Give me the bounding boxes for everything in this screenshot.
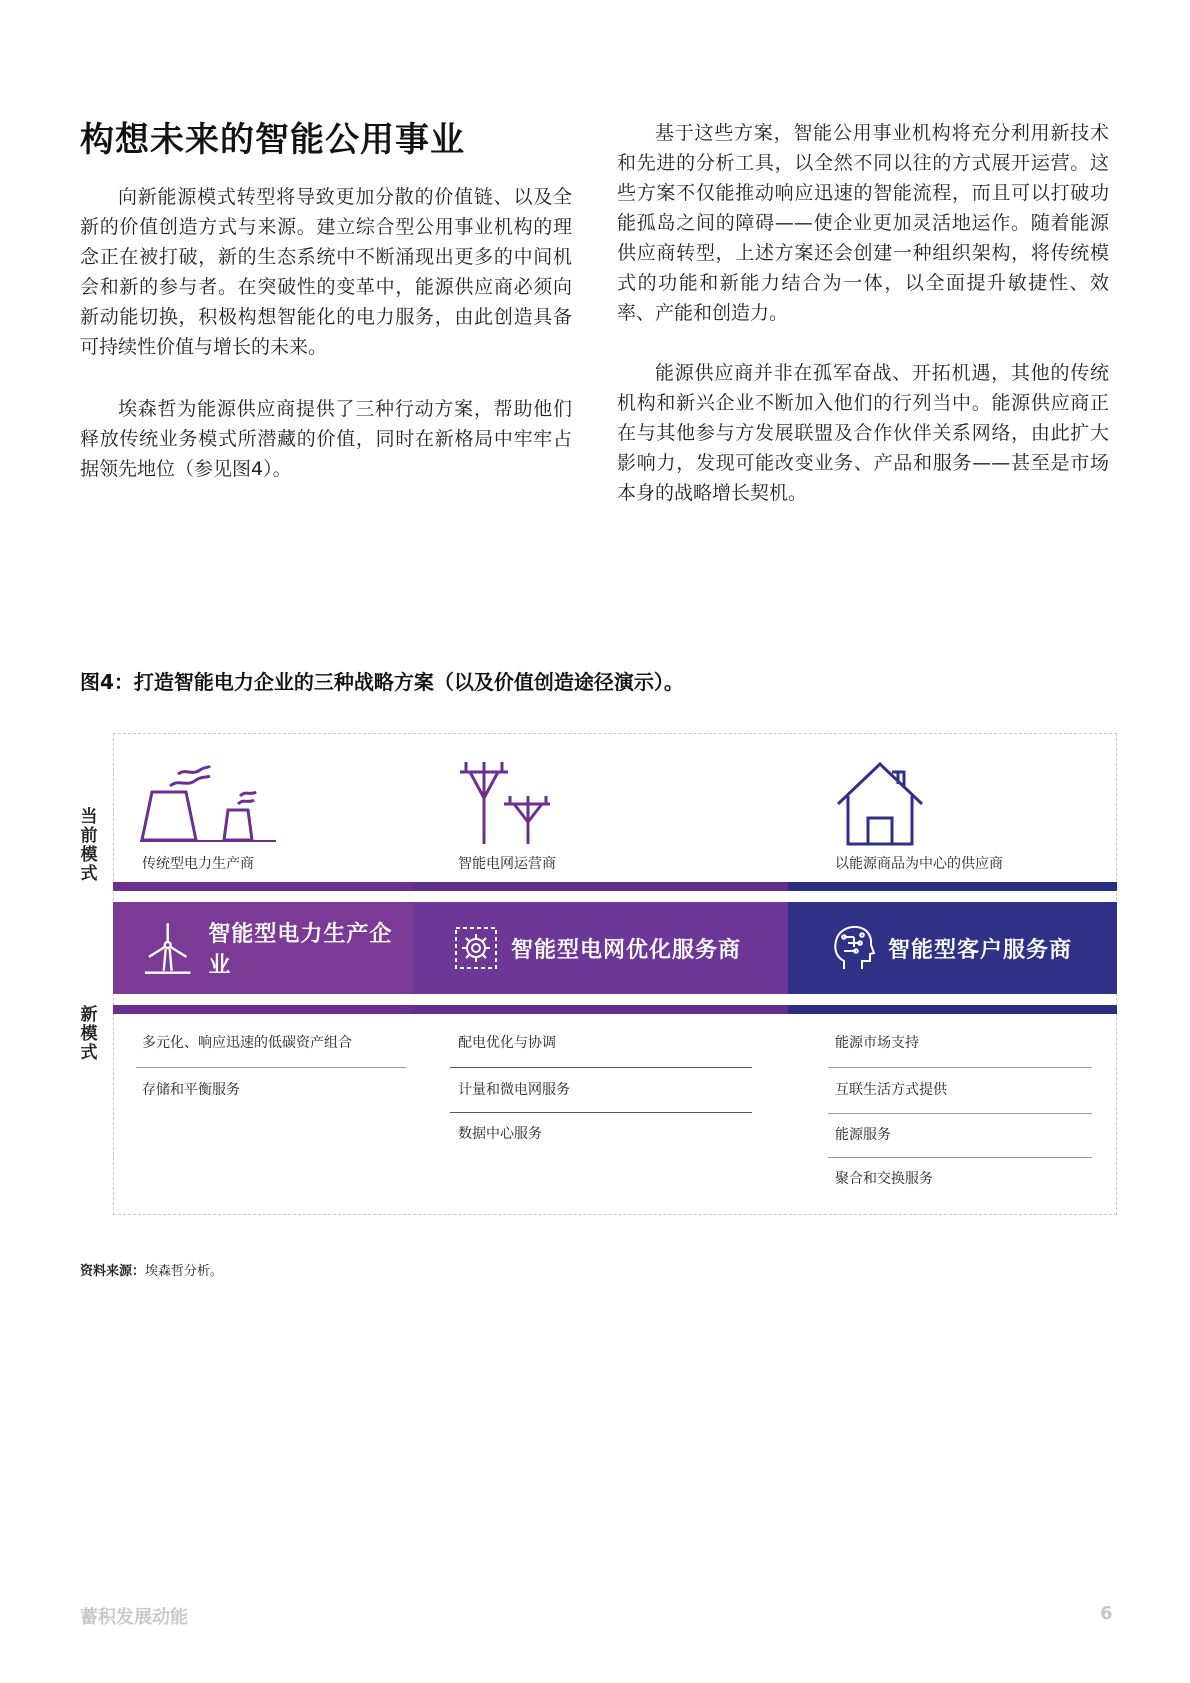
- current-model-item-label: 传统型电力生产商: [142, 856, 254, 872]
- page-number: 6: [1100, 1603, 1113, 1624]
- stripe-segment: [113, 1005, 413, 1014]
- list-item: 多元化、响应迅速的低碳资产组合: [142, 1035, 352, 1051]
- ai-head-icon: [830, 923, 876, 973]
- band-title: 智能型电网优化服务商: [511, 937, 742, 963]
- stripe-segment: [788, 1005, 1117, 1014]
- gear-network-icon: [453, 925, 499, 971]
- body-paragraph: 埃森哲为能源供应商提供了三种行动方案，帮助他们释放传统业务模式所潜藏的价值，同时在新格局中牢牢占据领先地位（参见图4）。: [80, 398, 572, 480]
- current-model-item-label: 智能电网运营商: [458, 856, 556, 872]
- list-item: 配电优化与协调: [458, 1035, 556, 1051]
- house-icon: [834, 758, 930, 846]
- body-paragraph: 能源供应商并非在孤军奋战、开拓机遇，其他的传统机构和新兴企业不断加入他们的行列当中。能源供应商正在与其他参与方发展联盟及合作伙伴关系网络，由此扩大影响力，发现可能改变业务、产品和服务——甚至是市场本身的战略增长契机。: [617, 362, 1109, 504]
- wind-turbine-icon: [139, 919, 196, 977]
- current-model-item-label: 以能源商品为中心的供应商: [835, 856, 1003, 872]
- stripe-segment: [113, 882, 413, 891]
- list-item: 能源服务: [835, 1127, 891, 1143]
- new-model-label: 新模式: [80, 1005, 98, 1063]
- stripe-segment: [413, 882, 788, 891]
- footer-title: 蓄积发展动能: [80, 1607, 188, 1628]
- band-cell-customer-service: [788, 902, 1117, 994]
- band-cell-grid-optimization: [413, 902, 788, 994]
- new-model-band: [113, 902, 1117, 994]
- stripe-segment: [788, 882, 1117, 891]
- utility-pole-icon: [456, 758, 556, 846]
- source-note: [80, 1260, 223, 1279]
- list-item: 互联生活方式提供: [835, 1082, 947, 1098]
- list-item: 能源市场支持: [835, 1035, 919, 1051]
- source-label: 资料来源：: [80, 1264, 146, 1279]
- source-text: 埃森哲分析。: [145, 1264, 224, 1279]
- item-divider: [450, 1067, 752, 1068]
- power-plant-icon: [140, 760, 280, 842]
- item-divider: [450, 1112, 752, 1113]
- page-title: 构想未来的智能公用事业: [80, 120, 465, 160]
- item-divider: [136, 1067, 406, 1068]
- list-item: 存储和平衡服务: [142, 1082, 240, 1098]
- body-paragraph: 基于这些方案，智能公用事业机构将充分利用新技术和先进的分析工具，以全然不同以往的方式展开运营。这些方案不仅能推动响应迅速的智能流程，而且可以打破功能孤岛之间的障碍——使企业更加灵活地运作。随着能源供应商转型，上述方案还会创建一种组织架构，将传统模式的功能和新能力结合为一体，以全面提升敏捷性、效率、产能和创造力。: [617, 122, 1109, 324]
- figure-title: 图4：打造智能电力企业的三种战略方案（以及价值创造途径演示）。: [80, 670, 684, 694]
- lower-divider-stripe: [113, 1005, 1117, 1014]
- body-paragraph: 向新能源模式转型将导致更加分散的价值链、以及全新的价值创造方式与来源。建立综合型公用事业机构的理念正在被打破，新的生态系统中不断涌现出更多的中间机会和新的参与者。在突破性的变革中，能源供应商必须向新动能切换，积极构想智能化的电力服务，由此创造具备可持续性价值与增长的未来。: [80, 186, 572, 358]
- list-item: 计量和微电网服务: [458, 1082, 570, 1098]
- band-title: 智能型客户服务商: [888, 937, 1073, 963]
- item-divider: [828, 1157, 1092, 1158]
- stripe-segment: [413, 1005, 788, 1014]
- band-cell-power-generation: [113, 902, 413, 994]
- upper-divider-stripe: [113, 882, 1117, 891]
- item-divider: [828, 1113, 1092, 1114]
- band-title: 智能型电力生产企业: [208, 922, 393, 978]
- list-item: 数据中心服务: [458, 1126, 542, 1142]
- current-model-label: 当前模式: [80, 807, 98, 884]
- item-divider: [828, 1067, 1092, 1068]
- list-item: 聚合和交换服务: [835, 1171, 933, 1187]
